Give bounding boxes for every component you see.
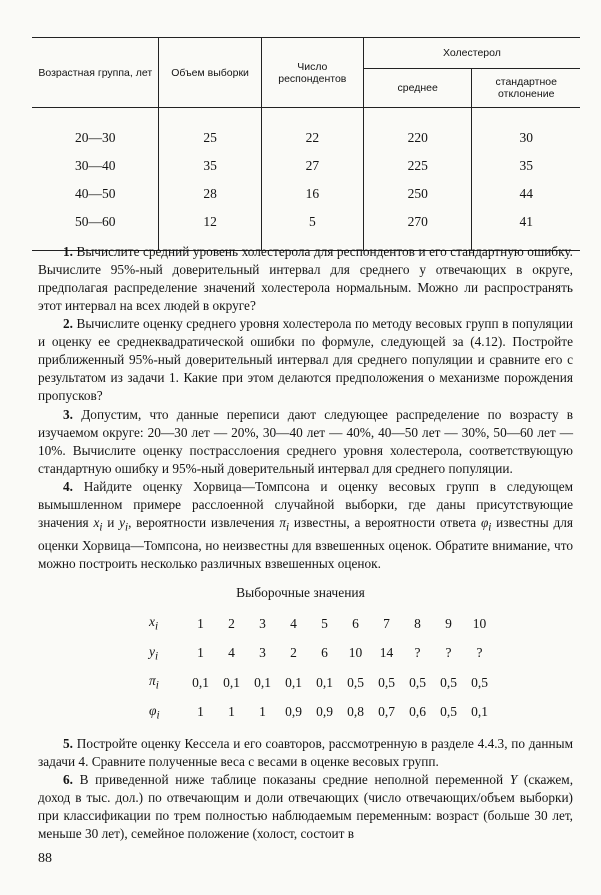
sample-cell: 0,8 [347,704,364,720]
sample-cell: 0,1 [223,674,240,690]
cell-age: 40—50 [74,186,116,201]
cell-respondents: 16 [261,180,363,208]
cell-size: 35 [159,152,261,180]
sample-cell: 4 [290,615,297,631]
cell-size: 12 [159,208,261,236]
sample-cell: 4 [228,645,235,661]
cell-age: 30—40 [74,158,116,173]
cell-sd: 44 [472,180,580,208]
conjunction: и [107,515,115,531]
task-number: 6. [63,772,73,787]
sample-values-table [143,609,495,727]
var-y: y [119,515,125,531]
cell-sd: 41 [472,208,580,236]
subscript-i: i [125,521,129,534]
cell-age: 20—30 [74,130,116,145]
task-text: В приведенной ниже таблице показаны средние неполной переменной [79,772,504,787]
cholesterol-table [32,37,580,251]
sample-cell: 0,9 [285,704,302,720]
task-number: 1. [63,244,73,259]
task-text: Вычислите средний уровень холестерола для респондентов и его стандартную ошибку. Вычислите 95%-ный доверительный интервал для среднего у отвечающих в округе, предполагая распределение значений холестерола нормальным. Можно ли распространять этот интервал на всех людей в округе? [38,244,573,314]
var-Y: Y [509,772,518,787]
task-number: 5. [63,736,73,751]
task-text: Вычислите оценку среднего уровня холестерола по методу весовых групп в популяции и оценку ее среднеквадратической ошибки по формуле, следующей за (4.12). Постройте приближенный 95%-ный доверительный интервал для среднего популяции и сравните его с результатом из задачи 1. Какие при этом делаются предположения о механизме порождения пропусков? [38,316,574,404]
header-sample-size: Объем выборки [159,38,261,108]
sample-cell: 9 [445,615,452,631]
task-text: известны для оценки Хорвица—Томпсона, но неизвестны для взвешенных оценок. Обратите внимание, что можно построить несколько различных взвешенных оценок. [38,515,573,572]
sample-cell: 0,5 [471,674,488,690]
sample-cell: 1 [228,704,235,720]
sample-cell: 6 [321,645,328,661]
sample-cell: ? [476,645,483,661]
sample-cell: 3 [259,615,266,631]
cell-mean: 270 [363,208,472,236]
row-label: $x_i$ [149,614,159,634]
sample-row [143,668,495,698]
row-label: $\pi_i$ [149,673,159,693]
cell-sd: 30 [472,124,580,152]
sample-cell: 0,5 [409,674,426,690]
sample-row [143,698,495,728]
sample-cell: 0,1 [316,674,333,690]
sample-cell: 0,5 [440,674,457,690]
task-2 [38,315,573,405]
sample-cell: ? [445,645,452,661]
sample-cell: 0,6 [409,704,426,720]
task-4 [38,478,573,573]
sample-row [143,639,495,669]
sample-cell: 1 [197,704,204,720]
sample-cell: 0,9 [316,704,333,720]
sample-cell: 3 [259,645,266,661]
task-number: 3. [63,407,73,422]
sample-cell: 7 [383,615,390,631]
subscript-i: i [285,521,290,534]
sample-cell: 0,1 [285,674,302,690]
row-label: $y_i$ [149,643,159,663]
task-text: известны, а вероятности ответа [293,515,477,531]
cell-mean: 250 [363,180,472,208]
var-pi: π [279,515,286,531]
header-age-group: Возрастная группа, лет [32,38,159,108]
task-number: 4. [63,479,73,494]
sample-cell: 0,5 [378,674,395,690]
header-cholesterol: Холестерол [363,38,580,69]
cell-size: 28 [159,180,261,208]
task-text: Допустим, что данные переписи дают следующее распределение по возрасту в изучаемом округе: 20—30 лет — 20%, 30—40 лет — 40%, 40—50 лет — 30%, 50—60 лет — 10%. Вычислите оценку пострасслоения среднего уровня холестерола, соответствующую стандартную ошибку и 95%-ный доверительный интервал для среднего популяции. [38,407,574,477]
sample-cell: 1 [197,645,204,661]
task-text: , вероятности извлечения [128,515,275,531]
cell-respondents: 5 [261,208,363,236]
task-6 [38,771,573,843]
cell-mean: 225 [363,152,472,180]
task-text: (скажем, доход в тыс. дол.) по отвечающим и доли отвечающих (число отвечающих/объем выборки) при классификации по трем полностью наблюдаемым переменным: возраст (больше 30 лет, меньше 30 лет), семейное положение (холост, состоит в [38,772,574,842]
sample-cell: 1 [259,704,266,720]
sample-title: Выборочные значения [236,585,365,600]
task-text: Найдите оценку Хорвица—Томпсона и оценку весовых групп в следующем вымышленном примере расслоенной случайной выборки, где даны присутствующие значения [38,479,574,531]
page-number: 88 [38,851,52,866]
sample-cell: 2 [228,615,235,631]
header-std-dev: стандартное отклонение [472,69,580,108]
table-row [32,180,580,208]
sample-cell: 0,5 [347,674,364,690]
var-x: x [93,515,100,531]
sample-cell: ? [414,645,421,661]
sample-cell: 14 [379,645,394,661]
cell-respondents: 27 [261,152,363,180]
var-phi: φ [480,515,489,531]
task-1 [38,243,573,315]
cell-size: 25 [159,124,261,152]
sample-cell: 8 [414,615,421,631]
sample-cell: 0,1 [192,674,209,690]
row-label: $\varphi_i$ [149,702,160,722]
sample-cell: 10 [348,645,363,661]
task-text: Постройте оценку Кессела и его соавторов, рассмотренную в разделе 4.4.3, по данным задачи 4. Сравните полученные веса с весами в оценке весовых групп. [38,736,573,770]
task-number: 2. [63,316,73,331]
sample-cell: 2 [290,645,297,661]
subscript-i: i [488,521,492,534]
cell-mean: 220 [363,124,472,152]
sample-cell: 0,1 [471,704,488,720]
header-respondents: Число респондентов [261,38,363,108]
sample-cell: 0,5 [440,704,457,720]
table-row [32,152,580,180]
task-3 [38,406,573,478]
cell-sd: 35 [472,152,580,180]
sample-cell: 5 [321,615,328,631]
sample-cell: 0,7 [378,704,395,720]
sample-cell: 6 [352,615,359,631]
table-row [32,124,580,152]
sample-row [143,609,495,639]
sample-cell: 10 [472,615,487,631]
subscript-i: i [99,521,103,534]
cell-age: 50—60 [74,214,116,229]
sample-cell: 0,1 [254,674,271,690]
table-row [32,208,580,236]
header-mean: среднее [363,69,472,108]
cell-respondents: 22 [261,124,363,152]
task-5 [38,735,573,771]
sample-cell: 1 [197,615,204,631]
